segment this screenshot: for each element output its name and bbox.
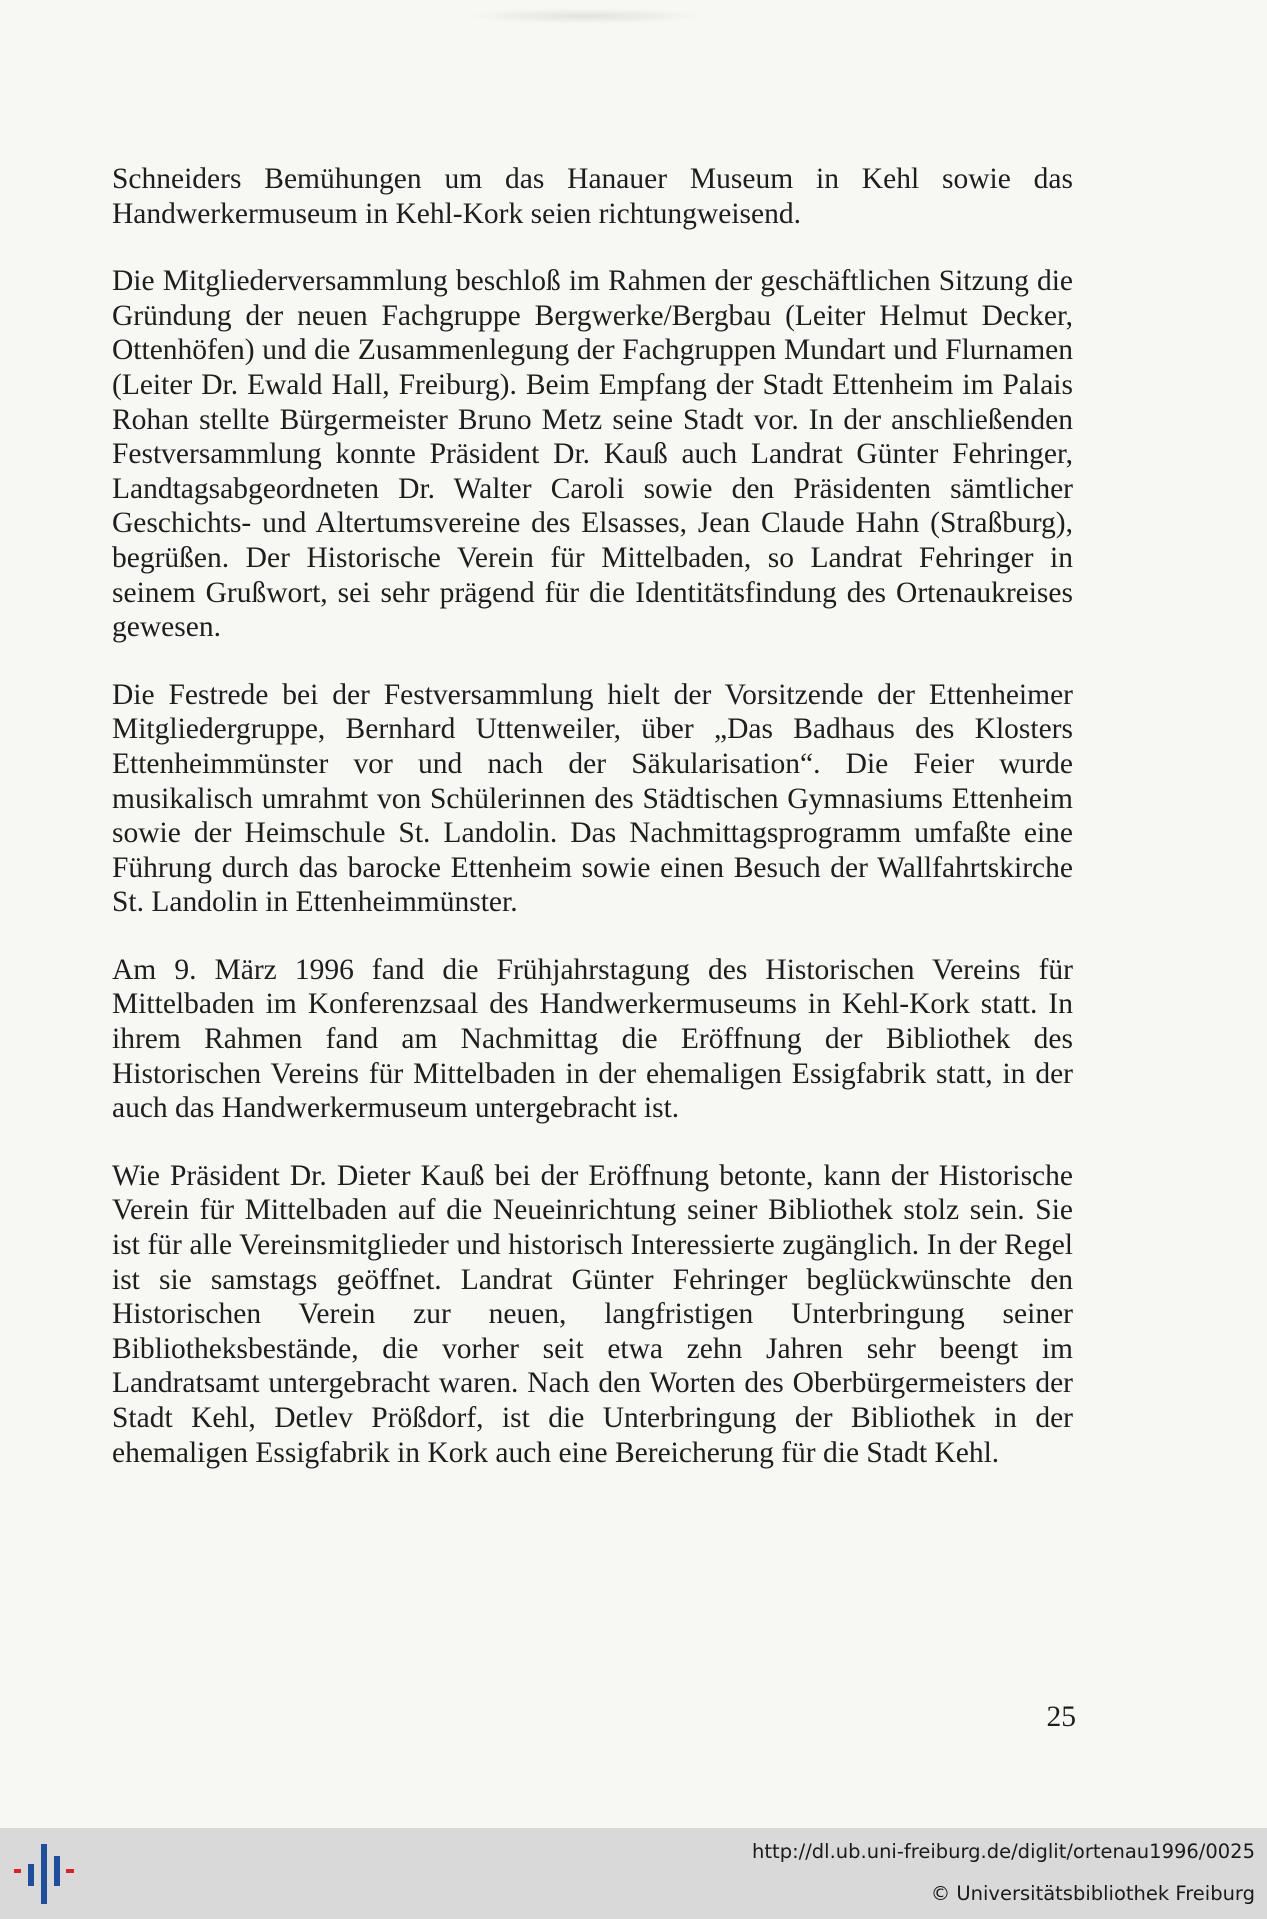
- document-url-link[interactable]: http://dl.ub.uni-freiburg.de/diglit/ortenau1996/0025: [752, 1840, 1255, 1863]
- body-text: [112, 162, 1073, 1503]
- paragraph: Die Festrede bei der Festversammlung hielt der Vorsitzende der Ettenheimer Mitgliedergruppe, Bernhard Uttenweiler, über „Das Badhaus des Klosters Ettenheimmünster vor und nach der Säkularisation“. Die Feier wurde musikalisch umrahmt von Schülerinnen des Städtischen Gymnasiums Ettenheim sowie der Heimschule St. Landolin. Das Nachmittagsprogramm umfaßte eine Führung durch das barocke Ettenheim sowie einen Besuch der Wallfahrtskirche St. Landolin in Ettenheimmünster.: [112, 678, 1073, 919]
- scan-artifact: [465, 8, 705, 24]
- page-number: 25: [1046, 1701, 1076, 1733]
- ub-freiburg-logo-icon[interactable]: [14, 1842, 80, 1908]
- copyright-text: © Universitätsbibliothek Freiburg: [930, 1882, 1255, 1905]
- footer-bar: [0, 1828, 1267, 1919]
- paragraph: Am 9. März 1996 fand die Frühjahrstagung des Historischen Vereins für Mittelbaden im Konferenzsaal des Handwerkermuseums in Kehl-Kork statt. In ihrem Rahmen fand am Nachmittag die Eröffnung der Bibliothek des Historischen Vereins für Mittelbaden in der ehemaligen Essigfabrik statt, in der auch das Handwerkermuseum untergebracht ist.: [112, 953, 1073, 1125]
- paragraph: Die Mitgliederversammlung beschloß im Rahmen der geschäftlichen Sitzung die Gründung der neuen Fachgruppe Bergwerke/Bergbau (Leiter Helmut Decker, Ottenhöfen) und die Zusammenlegung der Fachgruppen Mundart und Flurnamen (Leiter Dr. Ewald Hall, Freiburg). Beim Empfang der Stadt Ettenheim im Palais Rohan stellte Bürgermeister Bruno Metz seine Stadt vor. In der anschließenden Festversammlung konnte Präsident Dr. Kauß auch Landrat Günter Fehringer, Landtagsabgeordneten Dr. Walter Caroli sowie den Präsidenten sämtlicher Geschichts- und Altertumsvereine des Elsasses, Jean Claude Hahn (Straßburg), begrüßen. Der Historische Verein für Mittelbaden, so Landrat Fehringer in seinem Grußwort, sei sehr prägend für die Identitätsfindung des Ortenaukreises gewesen.: [112, 265, 1073, 644]
- paragraph: Schneiders Bemühungen um das Hanauer Museum in Kehl sowie das Handwerkermuseum in Kehl-Kork seien richtungweisend.: [112, 163, 1073, 230]
- paragraph: Wie Präsident Dr. Dieter Kauß bei der Eröffnung betonte, kann der Historische Verein für Mittelbaden auf die Neueinrichtung seiner Bibliothek stolz sein. Sie ist für alle Vereinsmitglieder und historisch Interessierte zugänglich. In der Regel ist sie samstags geöffnet. Landrat Günter Fehringer beglückwünschte den Historischen Verein zur neuen, langfristigen Unterbringung seiner Bibliotheksbestände, die vorher seit etwa zehn Jahren sehr beengt im Landratsamt untergebracht waren. Nach den Worten des Oberbürgermeisters der Stadt Kehl, Detlev Prößdorf, ist die Unterbringung der Bibliothek in der ehemaligen Essigfabrik in Kork auch eine Bereicherung für die Stadt Kehl.: [112, 1159, 1073, 1469]
